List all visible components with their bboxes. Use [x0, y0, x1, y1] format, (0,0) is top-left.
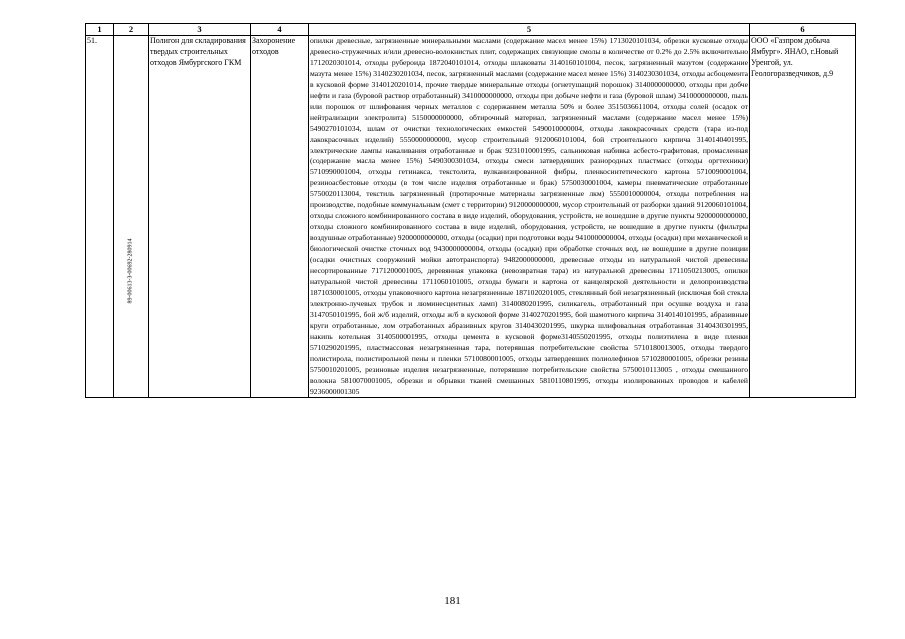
registry-code: 89-00613-З-00692-280914: [127, 238, 134, 304]
object-purpose: Захоронение отходов: [251, 36, 309, 398]
header-col-3: 3: [149, 24, 251, 36]
header-col-1: 1: [86, 24, 114, 36]
operator-info: ООО «Газпром добыча Ямбург». ЯНАО, г.Новый Уренгой, ул. Геологоразведчиков, д.9: [750, 36, 856, 398]
registry-code-cell: [114, 36, 149, 398]
header-col-2: 2: [114, 24, 149, 36]
waste-objects-table: [85, 23, 856, 398]
table-row: [86, 36, 856, 398]
object-name: Полигон для складирования твердых строительных отходов Ямбургского ГКМ: [149, 36, 251, 398]
header-col-6: 6: [750, 24, 856, 36]
page-number: 181: [444, 595, 461, 607]
waste-list: опилки древесные, загрязненные минеральными маслами (содержание масел менее 15%) 1713020101034, обрезки кусковые отходы древесно-стружечных и/или древесно-волокнистых плит, содержащих связующие смолы в количестве от 0.2% до 2.5% включительно 1712020301014, отходы рубероида 1872040101014, отходы шлаковаты 3140160101004, песок, загрязненный мазутом (содержание мазута менее 15%) 3140230201034, песок, загрязненный маслами (содержание масел менее 15%) 3140230301034, отходы асбоцемента в кусковой форме 3140120201014, прочие твердые минеральные отходы (огнетушащий порошок) 3140000000000, отходы при добче нефти и газа (буровой раствор отработанный) 3410000000000, отходы при добыче нефти и газа (буровой шлам) 3410000000000, пыль или порошок от шлифования черных металлов с содержанием металла 50% и более 3515036611004, отходы солей (осадок от нейтрализации электролита) 5150000000000, обтирочный материал, загрязненный маслами (содержание масел менее 15%) 5490270101034, шлам от очистки технологических емкостей 5490010000004, отходы лакокрасочных средств (тара из-под лакокрасочных изделий) 5550000000000, мусор строительный 9120060101004, бой строительного кирпича 3140140401995, электрические лампы накаливания отработанные и брак 9231010001995, сальниковая набивка асбесто-графитовая, промасленная (содержание масла менее 15%) 5490300301034, отходы смеси затвердевших разнородных пластмасс (отходы оргтехники) 5710990001004, отходы гетинакса, текстолита, вулканизированной фибры, пленкосинтетического картона 5710090001004, резиноасбестовые отходы (в том числе изделия отработанные и брак) 5750030001004, камеры пневматические отработанные 5750020113004, текстиль загрязненный (протирочные материалы загрязненные лкм) 5550010000004, отходы потребления на производстве, подобные коммунальным (смет с территории) 9120000000000, мусор строительный от разборки зданий 9120060101004, отходы сложного комбинированного состава в виде изделий, оборудования, устройств, не вошедшие в другие пункты 9200000000000, отходы сложного комбинированного состава в виде изделий, оборудования, устройств, не вошедшие в другие пункты (фильтры воздушные отработанные) 9200000000000, отходы (осадки) при подготовки воды 9410000000004, отходы (осадки) при механической и биологической очистке сточных вод 9430000000004, отходы (осадки) при обработке сточных вод, не вошедшие в другие позиции (осадки очистных сооружений мойки автотранспорта) 9482000000000, древесные отходы из натуральной чистой древесины несортированные 7171200001005, деревянная упаковка (невозвратная тара) из натуральной древесины 1711050213005, опилки натуральной чистой древесины 1711060101005, отходы бумаги и картона от канцелярской деятельности и делопроизводства 1871030001005, отходы упаковочного картона незагрязненные 1871020201005, стеклянный бой незагрязненный (исключая бой стекла электронно-лучевых трубок и люминесцентных ламп) 3140080201995, силикагель, отработанный при осушке воздуха и газа 3147050101995, бой ж/б изделий, отходы ж/б в кусковой форме 3140270201995, бой шамотного кирпича 3140140101995, абразивные круги отработанные, лом отработанных абразивных кругов 3140430201995, шкурка шлифовальная отработанная 3140430301995, накипь котельная 3140500001995, отходы цемента в кусковой форме3140550201995, отходы полиэтилена в виде пленки 5710290201995, пластмассовая незагрязненная тара, потерявшая потребительские свойства 5710180013005, отходы твердого полистирола, полистирольной пены и пленки 5710080001005, отходы затвердевших полиолефинов 5710280001005, обрезки резины 5750010201005, резиновые изделия незагрязненные, потерявшие потребительские свойства 5750010113005 , отходы смешанного волокна 5810070001005, обрезки и обрывки тканей смешанных 5810110801995, отходы изолированных проводов и кабелей 9236000001305: [309, 36, 750, 398]
header-col-5: 5: [309, 24, 750, 36]
header-col-4: 4: [251, 24, 309, 36]
row-number: 51.: [86, 36, 114, 398]
header-row: [86, 24, 856, 36]
